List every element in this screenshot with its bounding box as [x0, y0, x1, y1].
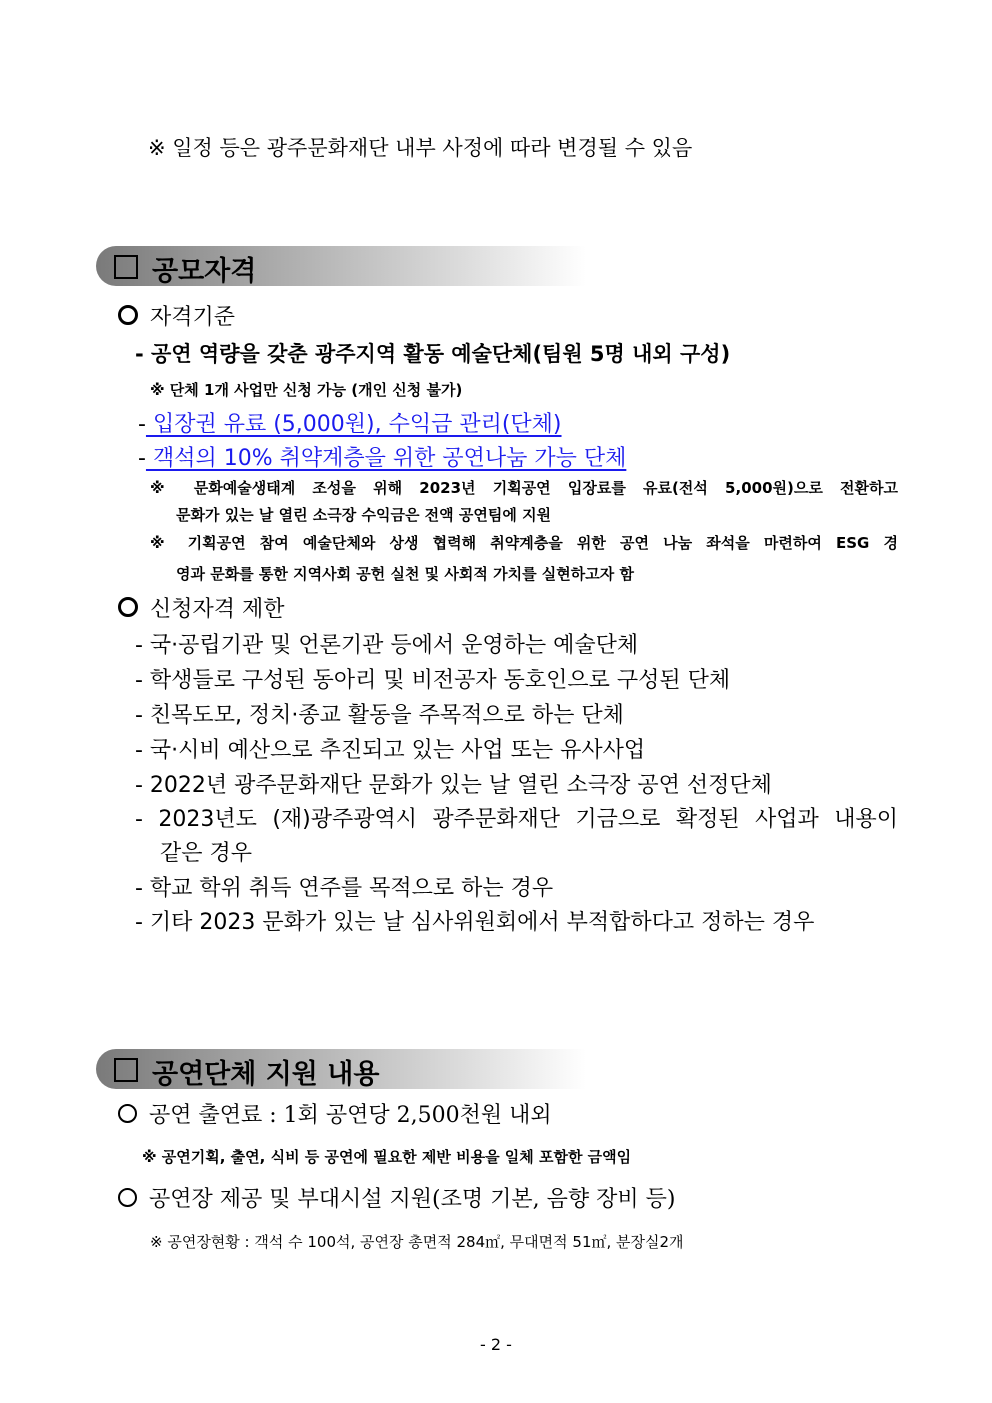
restriction-heading: 신청자격 제한	[118, 592, 285, 623]
circle-bullet-icon	[118, 305, 138, 325]
qualification-main: - 공연 역량을 갖춘 광주지역 활동 예술단체(팀원 5명 내외 구성)	[135, 342, 731, 366]
venue-note: ※ 공연장현황 : 객석 수 100석, 공연장 총면적 284㎡, 무대면적 51㎡, 분장실2개	[150, 1233, 684, 1251]
fee-note: ※ 공연기획, 출연, 식비 등 공연에 필요한 제반 비용을 일체 포함한 금액임	[142, 1148, 632, 1166]
restriction-item: - 학교 학위 취득 연주를 목적으로 하는 경우	[135, 876, 554, 901]
circle-bullet-icon	[118, 1104, 137, 1123]
ticket-item: - 입장권 유료 (5,000원), 수익금 관리(단체)	[138, 412, 562, 437]
restriction-item-fund-line2: 같은 경우	[160, 841, 253, 866]
ecosystem-note-line2: 문화가 있는 날 열린 소극장 수익금은 전액 공연팀에 지원	[176, 506, 552, 524]
circle-bullet-icon	[118, 1188, 137, 1207]
restriction-item: - 국·공립기관 및 언론기관 등에서 운영하는 예술단체	[135, 633, 639, 658]
restriction-item: - 국·시비 예산으로 추진되고 있는 사업 또는 유사사업	[135, 738, 646, 763]
section-title: 공연단체 지원 내용	[152, 1059, 380, 1090]
section-header-support	[96, 1049, 586, 1089]
section-header-eligibility	[96, 246, 586, 286]
restriction-item: - 2022년 광주문화재단 문화가 있는 날 열린 소극장 공연 선정단체	[135, 773, 772, 798]
checkbox-square-icon	[114, 255, 138, 279]
ecosystem-note-line1: ※ 문화예술생태계 조성을 위해 2023년 기획공연 입장료를 유료(전석 5,000원)으로 전환하고	[150, 479, 898, 497]
sharing-item: - 객석의 10% 취약계층을 위한 공연나눔 가능 단체	[138, 446, 627, 471]
circle-bullet-icon	[118, 597, 138, 617]
page-number: - 2 -	[480, 1335, 512, 1354]
qualification-heading: 자격기준	[118, 300, 235, 331]
restriction-item: - 친목도모, 정치·종교 활동을 주목적으로 하는 단체	[135, 703, 624, 728]
restriction-item-fund-line1: - 2023년도 (재)광주광역시 광주문화재단 기금으로 확정된 사업과 내용이	[135, 807, 898, 832]
schedule-change-note: ※ 일정 등은 광주문화재단 내부 사정에 따라 변경될 수 있음	[148, 136, 693, 160]
restriction-item: - 기타 2023 문화가 있는 날 심사위원회에서 부적합하다고 정하는 경우	[135, 910, 815, 935]
esg-note-line2: 영과 문화를 통한 지역사회 공헌 실천 및 사회적 가치를 실현하고자 함	[176, 565, 634, 583]
fee-item: 공연 출연료 : 1회 공연당 2,500천원 내외	[118, 1098, 552, 1129]
esg-note-line1: ※ 기획공연 참여 예술단체와 상생 협력해 취약계층을 위한 공연 나눔 좌석을 마련하여 ESG 경	[150, 534, 898, 552]
checkbox-square-icon	[114, 1058, 138, 1082]
venue-item: 공연장 제공 및 부대시설 지원(조명 기본, 음향 장비 등)	[118, 1182, 675, 1213]
section-title: 공모자격	[152, 256, 257, 287]
restriction-item: - 학생들로 구성된 동아리 및 비전공자 동호인으로 구성된 단체	[135, 668, 731, 693]
qualification-main-note: ※ 단체 1개 사업만 신청 가능 (개인 신청 불가)	[150, 381, 463, 399]
